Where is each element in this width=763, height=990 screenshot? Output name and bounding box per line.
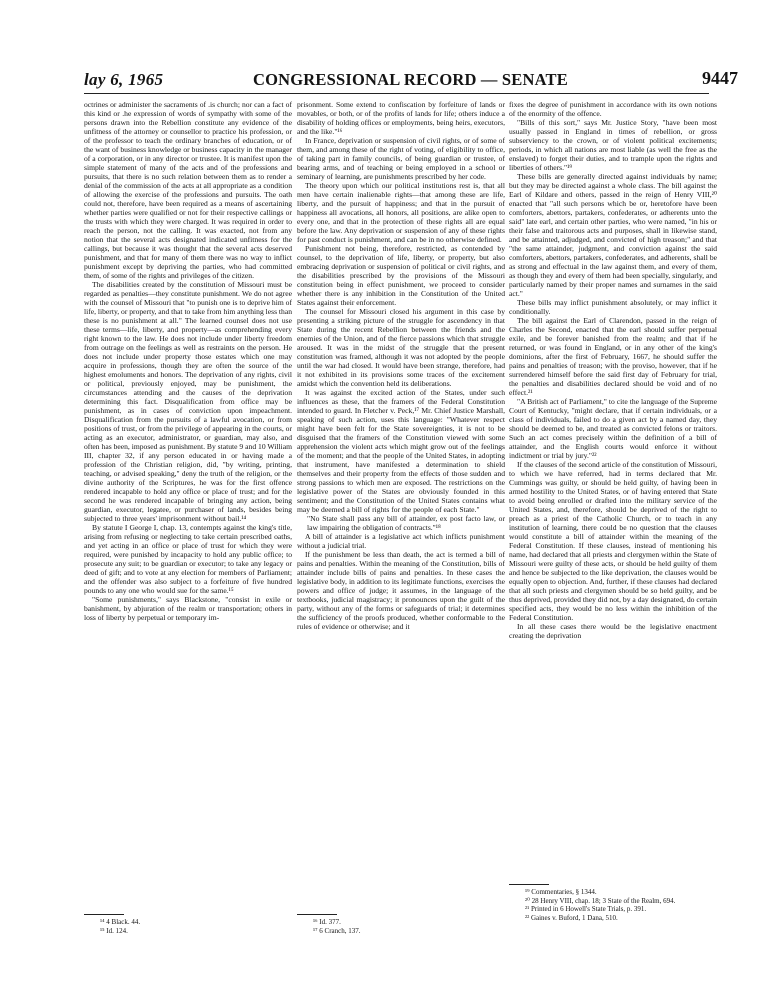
header-title: CONGRESSIONAL RECORD — SENATE xyxy=(253,70,568,89)
footnote: ¹⁶ Id. 377. xyxy=(313,918,341,926)
paragraph: A bill of attainder is a legislative act which inflicts punishment without a judicial trial. xyxy=(297,532,505,550)
footnote: ²⁰ 28 Henry VIII, chap. 18; 3 State of the Realm, 694. xyxy=(525,896,676,905)
paragraph: The theory upon which our political institutions rest is, that all men have certain inalienable rights—that among these are life, liberty, and the pursuit of happiness; and that in the pursuit of happiness all avocations, all honors, all positions, are alike open to every one, and that in the protection of these rights all are equal before the law. Any deprivation or suspension of any of these rights for past conduct is punishment, and can be in no otherwise defined. xyxy=(297,181,505,244)
footnote-rule xyxy=(297,914,337,915)
paragraph: octrines or administer the sacraments of .is church; nor can a fact of this kind or .he expression of words of sympathy with some of the persons drawn into the Rebellion constitute any evidence of the unfitness of the attorney or counsellor to practice his profession, or of the professor to teach the ordinary branches of education, or of the want of business knowledge or business capacity in the manager of a corporation, or in any director or trustee. It is manifest upon the simple statement of many of the acts and of the professions and pursuits, that there is no such relation between them as to render a denial of the commission of the acts at all appropriate as a condition of allowing the exercise of the professions and pursuits. The oath could not, therefore, have been required as a means of ascertaining whether parties were qualified or not for their respective callings or the trusts with which they were charged. It was required in order to reach the person, not the calling. It was exacted, not from any notion that the several acts designated indicated unfitness for the callings, but because it was thought that the several acts deserved punishment, and that for many of them there was no way to inflict punishment except by depriving the parties, who had committed them, of some of the rights and privileges of the citizen. xyxy=(84,100,292,280)
footnotes xyxy=(509,878,717,922)
footnote: ¹⁷ 6 Cranch, 137. xyxy=(313,926,361,935)
paragraph: The counsel for Missouri closed his argument in this case by presenting a striking picture of the struggle for ascendency in that State during the recent Rebellion between the friends and the enemies of the Union, and of the fierce passions which that struggle aroused. It was in the midst of the struggle that the present constitution was framed, although it was not adopted by the people until the war had closed. It would have been strange, therefore, had it not exhibited in its provisions some traces of the excitement amidst which the convention held its deliberations. xyxy=(297,307,505,388)
footnote-rule xyxy=(84,914,124,915)
footnotes xyxy=(297,908,505,935)
page-header xyxy=(0,66,763,96)
footnote: ²¹ Printed in 6 Howell's State Trials, p. 391. xyxy=(525,905,647,914)
paragraph: These bills are generally directed against individuals by name; but they may be directed against a whole class. The bill against the Earl of Kildare and others, passed in the reign of Henry VIII,²⁰ enacted that "all such persons which be or, heretofore have been comforters, abettors, partakers, confederates, or adherents unto the said" late earl, and certain other parties, who were named, "in his or their false and traitorous acts and purposes, shall in likewise stand, and be attainted, adjudged, and convicted of high treason;" and that "the same attainder, judgment, and conviction against the said comforters, abettors, partakers, confederates, and adherents, shall be as strong and effectual in the law against them, and every of them, as though they and every of them had been specially, singularly, and particularly named by their proper names and surnames in the said act." xyxy=(509,172,717,298)
paragraph: In all these cases there would be the legislative enactment creating the deprivation xyxy=(509,622,717,640)
footnote-rule xyxy=(509,884,549,885)
paragraph: "Some punishments," says Blackstone, "consist in exile or banishment, by abjuration of the realm or transportation; others in loss of liberty by perpetual or temporary im- xyxy=(84,595,292,622)
footnote: ¹⁹ Commentaries, § 1344. xyxy=(525,888,597,896)
text-column-1 xyxy=(84,100,292,986)
header-date: lay 6, 1965 xyxy=(84,70,164,89)
paragraph: If the clauses of the second article of the constitution of Missouri, to which we have referred, had in terms declared that Mr. Cummings was guilty, or should be held guilty, of having been in armed hostility to the United States, or of having entered that State to avoid being enrolled or drafted into the military service of the United States, and, therefore, should be deprived of the right to preach as a priest of the Catholic Church, or to teach in any institution of learning, there could be no question that the clauses would constitute a bill of attainder within the meaning of the Federal Constitution. If these clauses, instead of mentioning his name, had declared that all priests and clergymen within the State of Missouri were guilty of these acts, or should be held guilty of them and hence be subjected to the like deprivation, the clauses would be equally open to objection. And, further, if these clauses had declared that all such priests and clergymen should be so held guilty, and be thus deprived, provided they did not, by a day designated, do certain specified acts, they would be no less within the inhibition of the Federal Constitution. xyxy=(509,460,717,622)
paragraph: In France, deprivation or suspension of civil rights, or of some of them, and among these of the right of voting, of eligibility to office, of taking part in family councils, of being guardian or trustee, of bearing arms, and of teaching or being employed in a school or seminary of learning, are punishments prescribed by her code. xyxy=(297,136,505,181)
footnote: ¹⁵ Id. 124. xyxy=(100,926,128,935)
paragraph: These bills may inflict punishment absolutely, or may inflict it conditionally. xyxy=(509,298,717,316)
paragraph: fixes the degree of punishment in accordance with its own notions of the enormity of the offence. xyxy=(509,100,717,118)
paragraph: By statute I George I, chap. 13, contempts against the king's title, arising from refusing or neglecting to take certain prescribed oaths, and yet acting in an office or place of trust for which they were required, were punished by incapacity to hold any public office; to prosecute any suit; to be guardian or executor; to take any legacy or deed of gift; and to vote at any election for members of Parliament; and the offender was also subject to a forfeiture of five hundred pounds to any one who would sue for the same.¹⁵ xyxy=(84,523,292,595)
paragraph: The disabilities created by the constitution of Missouri must be regarded as penalties—they constitute punishment. We do not agree with the counsel of Missouri that "to punish one is to deprive him of life, liberty, or property, and that to take from him anything less than these is no punishment at all." The learned counsel does not use these terms—life, liberty, and property—as comprehending every right known to the law. He does not include under liberty freedom from outrage on the feelings as well as restraints on the person. He does not include under property those estates which one may acquire in professions, though they are often the source of the highest emoluments and honors. The deprivation of any rights, civil or political, previously enjoyed, may be punishment, the circumstances attending and the causes of the deprivation determining this fact. Disqualification from office may be punishment, as in cases of conviction upon impeachment. Disqualification from the pursuits of a lawful avocation, or from positions of trust, or from the privilege of appearing in the courts, or acting as an executor, administrator, or guardian, may also, and often has been, imposed as punishment. By statute 9 and 10 William III, chapter 32, if any person educated in or having made a profession of the Christian religion, did, "by writing, printing, teaching, or advised speaking," deny the truth of the religion, or the divine authority of the Scriptures, he was for the first offence rendered incapable to hold any office or place of trust; and for the second he was rendered incapable of bringing any action, being guardian, executor, legatee, or purchaser of lands, besides being subjected to three years' imprisonment without bail.¹⁴ xyxy=(84,280,292,523)
paragraph: Punishment not being, therefore, restricted, as contended by counsel, to the deprivation of life, liberty, or property, but also embracing deprivation or suspension of political or civil rights, and the disabilities prescribed by the provisions of the Missouri constitution being in effect punishment, we proceed to consider whether there is any inhibition in the Constitution of the United States against their enforcement. xyxy=(297,244,505,307)
text-column-3 xyxy=(509,100,717,986)
paragraph: "Bills of this sort," says Mr. Justice Story, "have been most usually passed in England in times of rebellion, or gross subserviency to the crown, or of violent political excitements; periods, in which all nations are most liable (as well the free as the enslaved) to forget their duties, and to trample upon the rights and liberties of others."¹⁹ xyxy=(509,118,717,172)
paragraph: "A British act of Parliament," to cite the language of the Supreme Court of Kentucky, "might declare, that if certain individuals, or a class of individuals, failed to do a given act by a named day, they should be deemed to be, and treated as convicted felons or traitors. Such an act comes precisely within the definition of a bill of attainder, and the English courts would enforce it without indictment or trial by jury."²² xyxy=(509,397,717,460)
footnote: ¹⁴ 4 Black. 44. xyxy=(100,918,141,926)
paragraph: prisonment. Some extend to confiscation by forfeiture of lands or movables, or both, or of the profits of lands for life; others induce a disability of holding offices or employments, being heirs, executors, and the like."¹⁶ xyxy=(297,100,505,136)
footnotes xyxy=(84,908,292,935)
paragraph: It was against the excited action of the States, under such influences as these, that the framers of the Federal Constitution intended to guard. In Fletcher v. Peck,¹⁷ Mr. Chief Justice Marshall, speaking of such action, uses this language: "Whatever respect might have been felt for the State sovereignties, it is not to be disguised that the framers of the Constitution viewed with some apprehension the violent acts which might grow out of the feelings of the moment; and that the people of the United States, in adopting that instrument, have manifested a determination to shield themselves and their property from the effects of those sudden and strong passions to which men are exposed. The restrictions on the legislative power of the States are obviously founded in this sentiment; and the Constitution of the United States contains what may be deemed a bill of rights for the people of each State." xyxy=(297,388,505,514)
header-page-number: 9447 xyxy=(702,68,738,88)
header-rule xyxy=(84,93,709,94)
paragraph: If the punishment be less than death, the act is termed a bill of pains and penalties. Within the meaning of the Constitution, bills of attainder include bills of pains and penalties. In these cases the legislative body, in addition to its legitimate functions, exercises the powers and office of judge; it assumes, in the language of the textbooks, judicial magistracy; it pronounces upon the guilt of the party, without any of the forms or safeguards of trial; it determines the sufficiency of the proofs produced, whether conformable to the rules of evidence or otherwise; and it xyxy=(297,550,505,631)
text-column-2 xyxy=(297,100,505,986)
footnote: ²² Gaines v. Buford, 1 Dana, 510. xyxy=(525,913,618,922)
paragraph: "No State shall pass any bill of attainder, ex post facto law, or law impairing the obligation of contracts."¹⁸ xyxy=(307,514,505,532)
paragraph: The bill against the Earl of Clarendon, passed in the reign of Charles the Second, enacted that the earl should suffer perpetual exile, and be forever banished from the realm; and that if he returned, or was found in England, or in any other of the king's dominions, after the first of February, 1667, he should suffer the pains and penalties of treason; with the proviso, however, that if he surrendered himself before the said first day of February for trial, the penalties and disabilities declared should be void and of no effect.²¹ xyxy=(509,316,717,397)
